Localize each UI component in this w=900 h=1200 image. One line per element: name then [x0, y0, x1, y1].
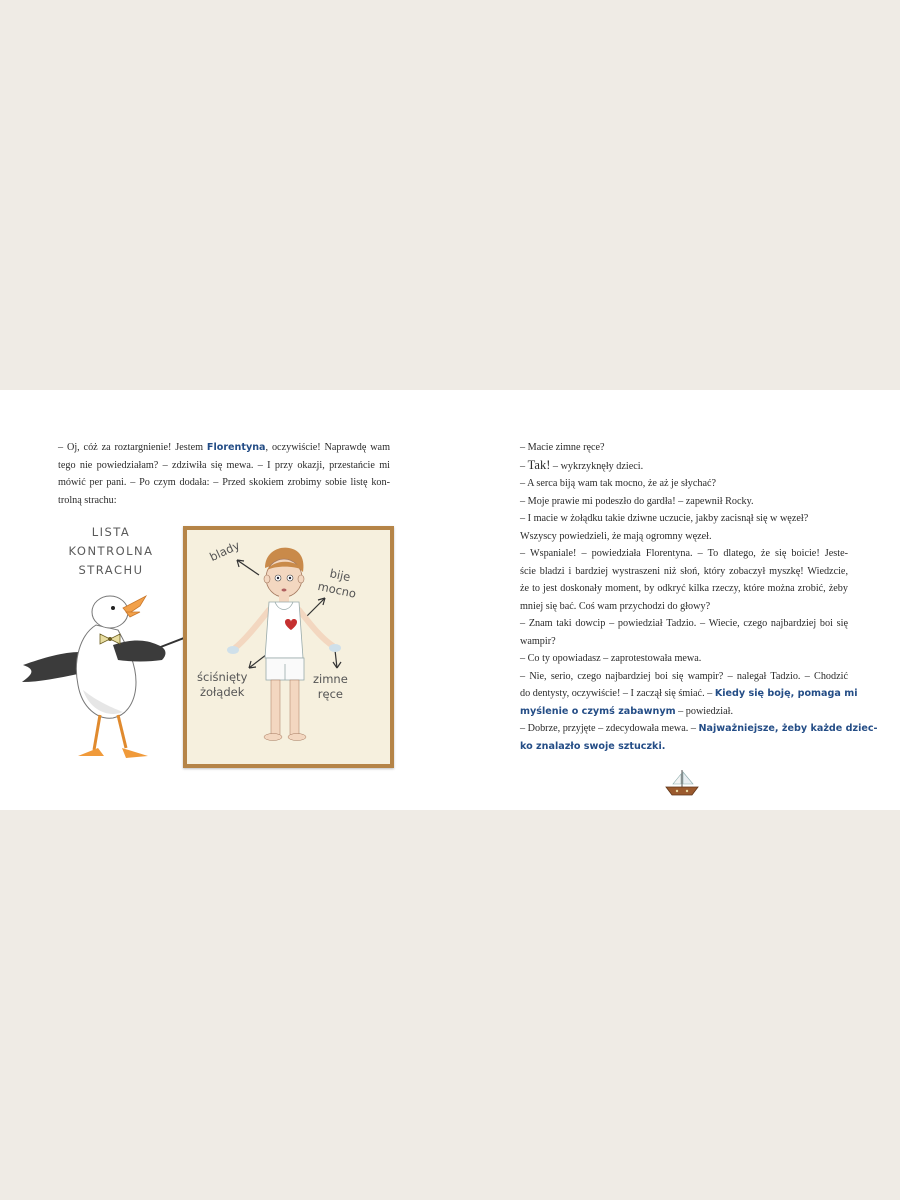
text-line: – Nie, serio, czego najbardziej boi się wampir? – nalegał Tadzio. – Chodzić — [520, 670, 848, 682]
text-line: – Dobrze, przyjęte – zdecydowała mewa. – Najważniejsze, żeby każde dziec- — [520, 723, 878, 734]
fear-checklist-board — [183, 526, 394, 768]
text-line: – Znam taki dowcip – powiedział Tadzio. – Wiecie, czego najbardziej boi się — [520, 618, 848, 629]
left-page-text — [58, 439, 390, 509]
label-blady: blady — [207, 538, 242, 565]
text-line: – Tak! – wykrzyknęły dzieci. — [520, 457, 644, 472]
text-line: Wszyscy powiedzieli, że mają ogromny węzeł. — [520, 530, 712, 542]
book-spread — [0, 390, 900, 810]
text-line: – Moje prawie mi podeszło do gardła! – zapewnił Rocky. — [520, 495, 754, 507]
text-line: trolną strachu: — [58, 494, 117, 506]
text-line: że to jest doskonały moment, by odkryć kilka rzeczy, które można zrobić, żeby — [520, 583, 848, 594]
right-page-text — [520, 439, 878, 755]
label-zimne-rece: zimne ręce — [313, 672, 348, 701]
text-line: ście bladzi i bardziej wystraszeni niż słoń, który zobaczył myszkę! Wiedzcie, — [520, 565, 848, 577]
text-line: wampir? — [520, 635, 556, 647]
exclamation-tak: Tak! — [527, 457, 551, 472]
text-line: – Co ty opowiadasz – zaprotestowała mewa. — [520, 653, 702, 664]
highlight-phrase: Najważniejsze, żeby każde dziec- — [698, 723, 878, 734]
ship-icon — [663, 768, 701, 798]
label-bije-mocno: bije mocno — [316, 566, 358, 601]
highlight-phrase: ko znalazło swoje sztuczki. — [520, 740, 666, 752]
text-line: mówić per pani. – Po czym dodała: – Przed skokiem zrobimy sobie listę kon- — [58, 477, 390, 488]
right-page — [450, 390, 900, 810]
text-line: – I macie w żołądku takie dziwne uczucie, jakby zacisnął się w węzeł? — [520, 513, 809, 524]
text-line: do dentysty, oczywiście! – I zaczął się śmiać. – Kiedy się boję, pomaga mi — [520, 688, 858, 699]
text-line: – Oj, cóż za roztargnienie! Jestem Florentyna, oczywiście! Naprawdę wam — [58, 442, 391, 453]
text-line: tego nie powiedziałam? – zdziwiła się mewa. – I przy okazji, przestańcie mi — [58, 459, 390, 471]
checklist-title: LISTA KONTROLNA STRACHU — [68, 525, 154, 577]
text-line: – Wspaniale! – powiedziała Florentyna. – To dlatego, że się boicie! Jeste- — [520, 548, 848, 559]
boy-illustration — [187, 530, 390, 764]
highlight-phrase: myślenie o czymś zabawnym — [520, 705, 676, 717]
left-page — [0, 390, 450, 810]
text-line: – Macie zimne ręce? — [520, 442, 605, 453]
text-line: myślenie o czymś zabawnym – powiedział. — [520, 705, 734, 717]
label-zoladek: ściśnięty żołądek — [197, 670, 248, 699]
name-florentyna: Florentyna — [206, 442, 266, 453]
text-line: – A serca biją wam tak mocno, że aż je słychać? — [520, 478, 717, 489]
text-line — [520, 738, 848, 756]
text-line: mniej się bać. Coś wam przychodzi do głowy? — [520, 600, 711, 612]
highlight-phrase: Kiedy się boję, pomaga mi — [714, 688, 858, 699]
